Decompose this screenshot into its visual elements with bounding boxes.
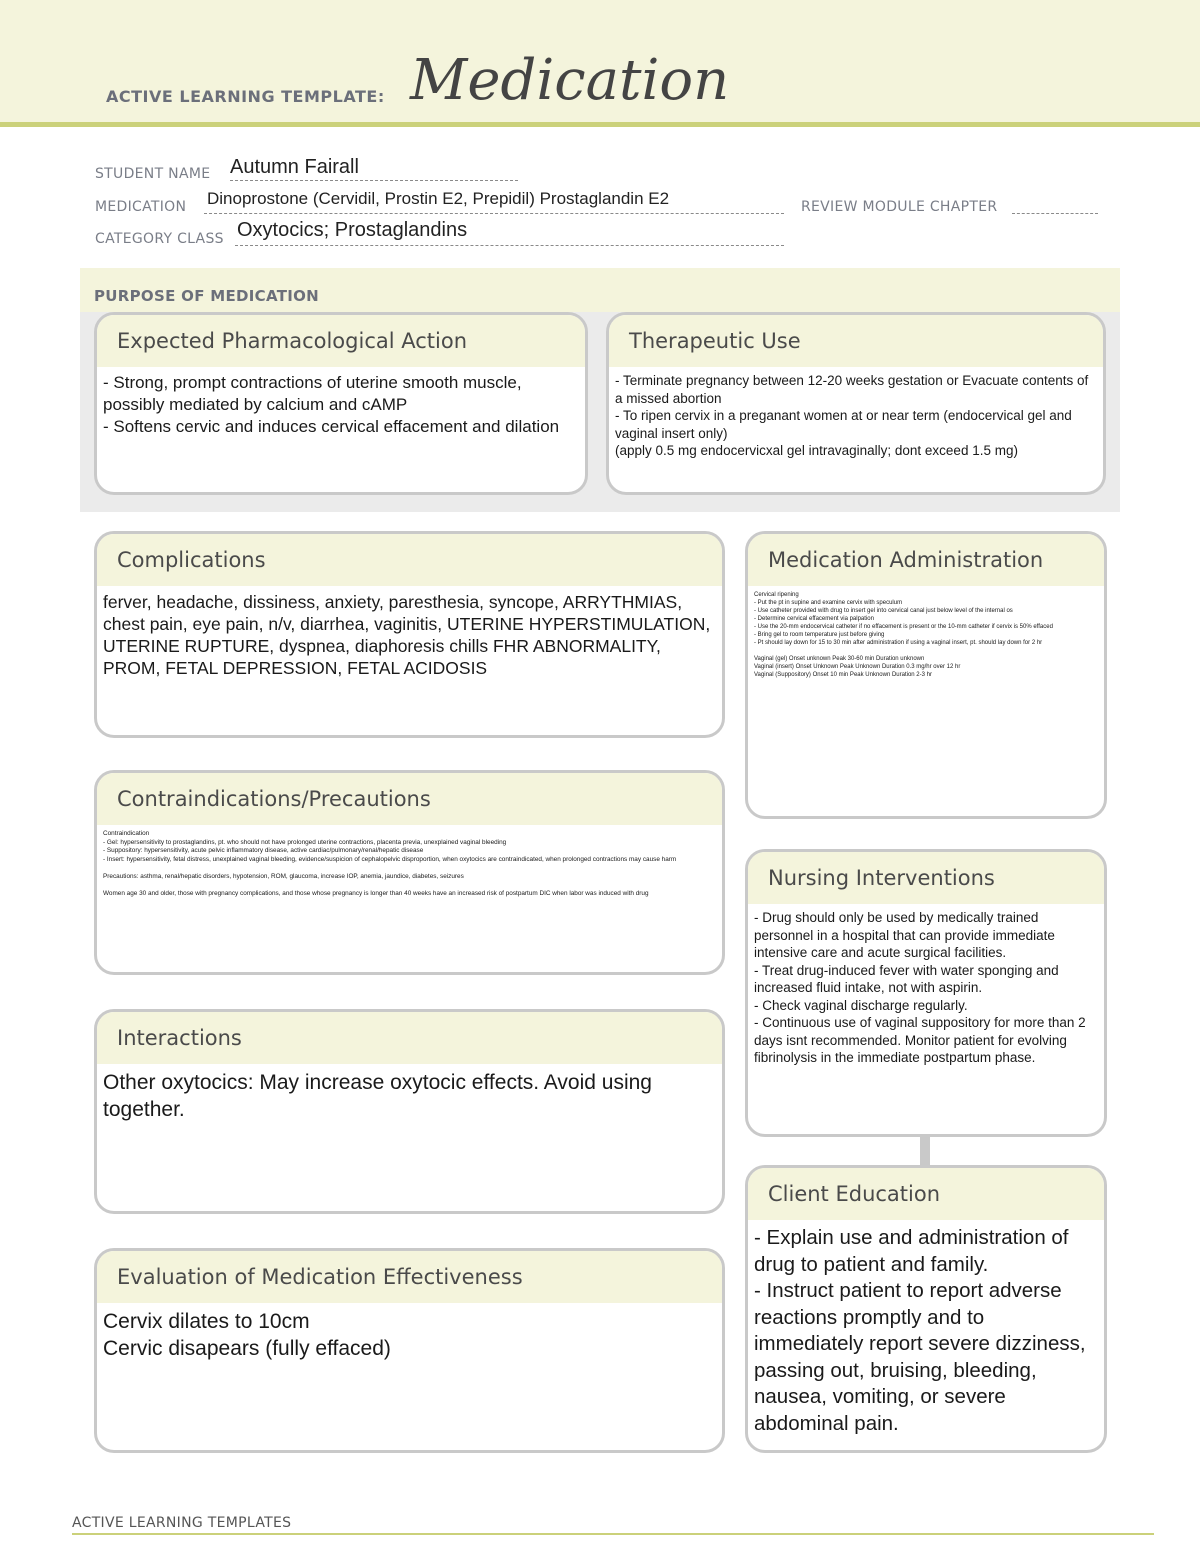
medication-line xyxy=(204,213,784,214)
purpose-label: PURPOSE OF MEDICATION xyxy=(94,287,320,305)
therapeutic-use-title: Therapeutic Use xyxy=(609,315,1103,367)
interactions-text[interactable]: Other oxytocics: May increase oxytocic effects. Avoid using together. xyxy=(103,1071,652,1121)
student-name-line xyxy=(230,180,518,181)
nursing-interventions-box xyxy=(745,849,1107,1137)
header-rule xyxy=(0,122,1200,127)
evaluation-title: Evaluation of Medication Effectiveness xyxy=(97,1251,722,1303)
medication-label: MEDICATION xyxy=(95,199,187,215)
template-label: ACTIVE LEARNING TEMPLATE: xyxy=(106,87,385,106)
medication-administration-box xyxy=(745,531,1107,819)
category-class-line xyxy=(235,245,784,246)
expected-action-box xyxy=(94,312,588,495)
medication-field[interactable]: Dinoprostone (Cervidil, Prostin E2, Prepidil) Prostaglandin E2 xyxy=(207,189,670,208)
contraindications-text[interactable]: Contraindication - Gel: hypersensitivity to prostaglandins, pt. who should not have prolonged uterine contractions, placenta previa, unexplained vaginal bleeding - Suppository: hypersensitivity, acute pelvic inflammatory disease, active cardiac/pulmonary/renal/hepatic disease - Insert: hypersensitivity, fetal distress, unexplained vaginal bleeding, evidence/suspicion of cephalopelvic disproportion, when oxytocics are contraindicated, when prolonged contractions may cause harm Precautions: asthma, renal/hepatic disorders, hypotension, ROM, glaucoma, increase IOP, anemia, jaundice, diabetes, seizures Women age 30 and older, those with pregnancy complications, and those whose pregnancy is longer than 40 weeks have an increased risk of postpartum DIC when labor was induced with drug xyxy=(103,830,677,897)
nursing-interventions-title: Nursing Interventions xyxy=(748,852,1104,904)
medication-administration-text[interactable]: Cervical ripening - Put the pt in supine and examine cervix with speculum - Use catheter provided with drug to insert gel into cervical canal just below level of the internal os - Determine cervical effacement via palpation - Use the 20-mm endocervical catheter if no effacement is present or the 10-mm catheter if cervix is 50% effaced - Bring gel to room temperature just before giving - Pt should lay down for 15 to 30 min after administration if using a vaginal insert, pt. should lay down for 2 hr Vaginal (gel) Onset unknown Peak 30-60 min Duration unknown Vaginal (insert) Onset Unknown Peak Unknown Duration 0.3 mg/hr over 12 hr Vaginal (Suppository) Onset 10 min Peak Unknown Duration 2-3 hr xyxy=(754,592,1053,678)
nursing-interventions-text[interactable]: - Drug should only be used by medically trained personnel in a hospital that can provide immediate intensive care and acute surgical facilities. - Treat drug-induced fever with water sponging and increased fluid intake, not with aspirin. - Check vaginal discharge regularly. - Continuous use of vaginal suppository for more than 2 days isnt recommended. Monitor patient for evolving fibrinolysis in the immediate postpartum phase. xyxy=(754,910,1086,1065)
client-education-text[interactable]: - Explain use and administration of drug to patient and family. - Instruct patient to report adverse reactions promptly and to immediately report severe dizziness, passing out, bruising, bleeding, nausea, vomiting, or severe abdominal pain. xyxy=(754,1226,1086,1435)
review-module-label: REVIEW MODULE CHAPTER xyxy=(801,199,998,215)
medication-administration-title: Medication Administration xyxy=(748,534,1104,586)
category-class-field[interactable]: Oxytocics; Prostaglandins xyxy=(237,219,468,241)
client-education-title: Client Education xyxy=(748,1168,1104,1220)
expected-action-title: Expected Pharmacological Action xyxy=(97,315,585,367)
complications-text[interactable]: ferver, headache, dissiness, anxiety, paresthesia, syncope, ARRYTHMIAS, chest pain, eye pain, n/v, diarrhea, vaginitis, UTERINE HYPERSTIMULATION, UTERINE RUPTURE, dyspnea, diaphoresis chills FHR ABNORMALITY, PROM, FETAL DEPRESSION, FETAL ACIDOSIS xyxy=(103,592,711,678)
contraindications-title: Contraindications/Precautions xyxy=(97,773,722,825)
contraindications-box xyxy=(94,770,725,975)
evaluation-box xyxy=(94,1248,725,1453)
therapeutic-use-box xyxy=(606,312,1106,495)
interactions-title: Interactions xyxy=(97,1012,722,1064)
box-connector xyxy=(920,1136,930,1166)
complications-title: Complications xyxy=(97,534,722,586)
page-title: Medication xyxy=(410,48,730,113)
complications-box xyxy=(94,531,725,738)
evaluation-text[interactable]: Cervix dilates to 10cm Cervic disapears (fully effaced) xyxy=(103,1310,391,1360)
interactions-box xyxy=(94,1009,725,1214)
review-module-line[interactable] xyxy=(1012,213,1098,214)
student-name-label: STUDENT NAME xyxy=(95,166,211,182)
student-name-field[interactable]: Autumn Fairall xyxy=(230,156,359,178)
footer-rule xyxy=(72,1533,1154,1535)
client-education-box xyxy=(745,1165,1107,1453)
category-class-label: CATEGORY CLASS xyxy=(95,231,224,247)
therapeutic-use-text[interactable]: - Terminate pregnancy between 12-20 weeks gestation or Evacuate contents of a missed abortion - To ripen cervix in a preganant women at or near term (endocervical gel and vaginal insert only) (apply 0.5 mg endocervicxal gel intravaginally; dont exceed 1.5 mg) xyxy=(615,373,1089,458)
footer-label: ACTIVE LEARNING TEMPLATES xyxy=(72,1515,292,1531)
expected-action-text[interactable]: - Strong, prompt contractions of uterine smooth muscle, possibly mediated by calcium and cAMP - Softens cervic and induces cervical effacement and dilation xyxy=(103,373,560,436)
